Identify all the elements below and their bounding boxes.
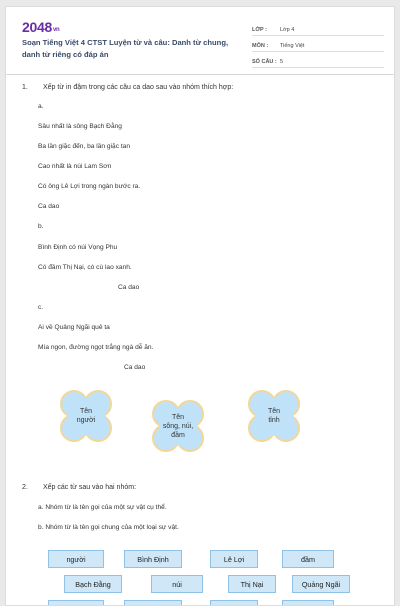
word-card-partial	[48, 600, 104, 606]
poem-line: Sâu nhất là sông Bạch Đằng	[38, 123, 122, 130]
logo-text: 2048	[22, 19, 52, 35]
word-card[interactable]: Quảng Ngãi	[292, 575, 350, 593]
poem-source: Ca dao	[38, 203, 60, 210]
word-card[interactable]: đầm	[282, 550, 334, 568]
group-description: a. Nhóm từ là tên gọi của một sự vật cụ thể.	[38, 504, 167, 511]
word-card[interactable]: Bình Định	[124, 550, 182, 568]
group-description: b. Nhóm từ là tên gọi chung của một loại sự vật.	[38, 524, 179, 531]
meta-label: SỐ CÂU :	[252, 59, 277, 65]
meta-row-subject	[252, 36, 384, 52]
meta-value: Tiếng Việt	[280, 43, 305, 49]
word-card[interactable]: Bạch Đằng	[64, 575, 122, 593]
poem-line: Cao nhất là núi Lam Sơn	[38, 163, 112, 170]
poem-line: Ba lần giặc đến, ba lần giặc tan	[38, 143, 131, 150]
poem-line: c.	[38, 304, 44, 311]
flower-label: Tên tỉnh	[267, 408, 281, 424]
question-prompt: Xếp từ in đậm trong các câu ca dao sau vào nhóm thích hợp:	[43, 84, 234, 91]
word-card[interactable]: Thị Nại	[228, 575, 276, 593]
meta-label: MÔN :	[252, 43, 269, 49]
flower-river-mountain-group	[146, 394, 210, 458]
meta-row-question-count	[252, 52, 384, 68]
poem-line: Bình Định có núi Vọng Phu	[38, 244, 118, 251]
poem-line: b.	[38, 223, 44, 230]
document-title: Soạn Tiếng Việt 4 CTST Luyện từ và câu: Danh từ chung, danh từ riêng có đáp án	[22, 38, 229, 59]
flower-province-group	[242, 384, 306, 448]
meta-label: LỚP :	[252, 27, 267, 33]
poem-line: Có đầm Thị Nại, có cù lao xanh.	[38, 264, 132, 271]
word-card-partial	[124, 600, 182, 606]
flower-label: Tên sông, núi, đầm	[162, 413, 194, 439]
document-page	[5, 6, 395, 606]
meta-row-grade	[252, 20, 384, 36]
question-prompt: Xếp các từ sau vào hai nhóm:	[43, 484, 137, 491]
question-number: 1.	[22, 84, 28, 91]
poem-line: a.	[38, 103, 44, 110]
word-card-partial	[282, 600, 334, 606]
meta-info	[252, 20, 384, 68]
word-card[interactable]: núi	[151, 575, 203, 593]
question-number: 2.	[22, 484, 28, 491]
word-card[interactable]: Lê Lợi	[210, 550, 258, 568]
poem-line: Ai về Quảng Ngãi quê ta	[38, 324, 110, 331]
word-card[interactable]: người	[48, 550, 104, 568]
word-card-partial	[210, 600, 258, 606]
meta-value: 5	[280, 59, 284, 65]
meta-value: Lớp 4	[280, 27, 295, 33]
poem-source: Ca dao	[118, 284, 140, 291]
flower-name-group	[54, 384, 118, 448]
flower-label: Tên người	[76, 408, 96, 424]
poem-line: Có ông Lê Lợi trong ngàn bước ra.	[38, 183, 141, 190]
site-logo[interactable]	[22, 19, 59, 35]
poem-line: Mía ngon, đường ngọt trắng ngà dễ ăn.	[38, 344, 154, 351]
poem-source: Ca dao	[124, 364, 146, 371]
logo-suffix: vn	[52, 27, 60, 33]
header-divider	[6, 74, 394, 75]
